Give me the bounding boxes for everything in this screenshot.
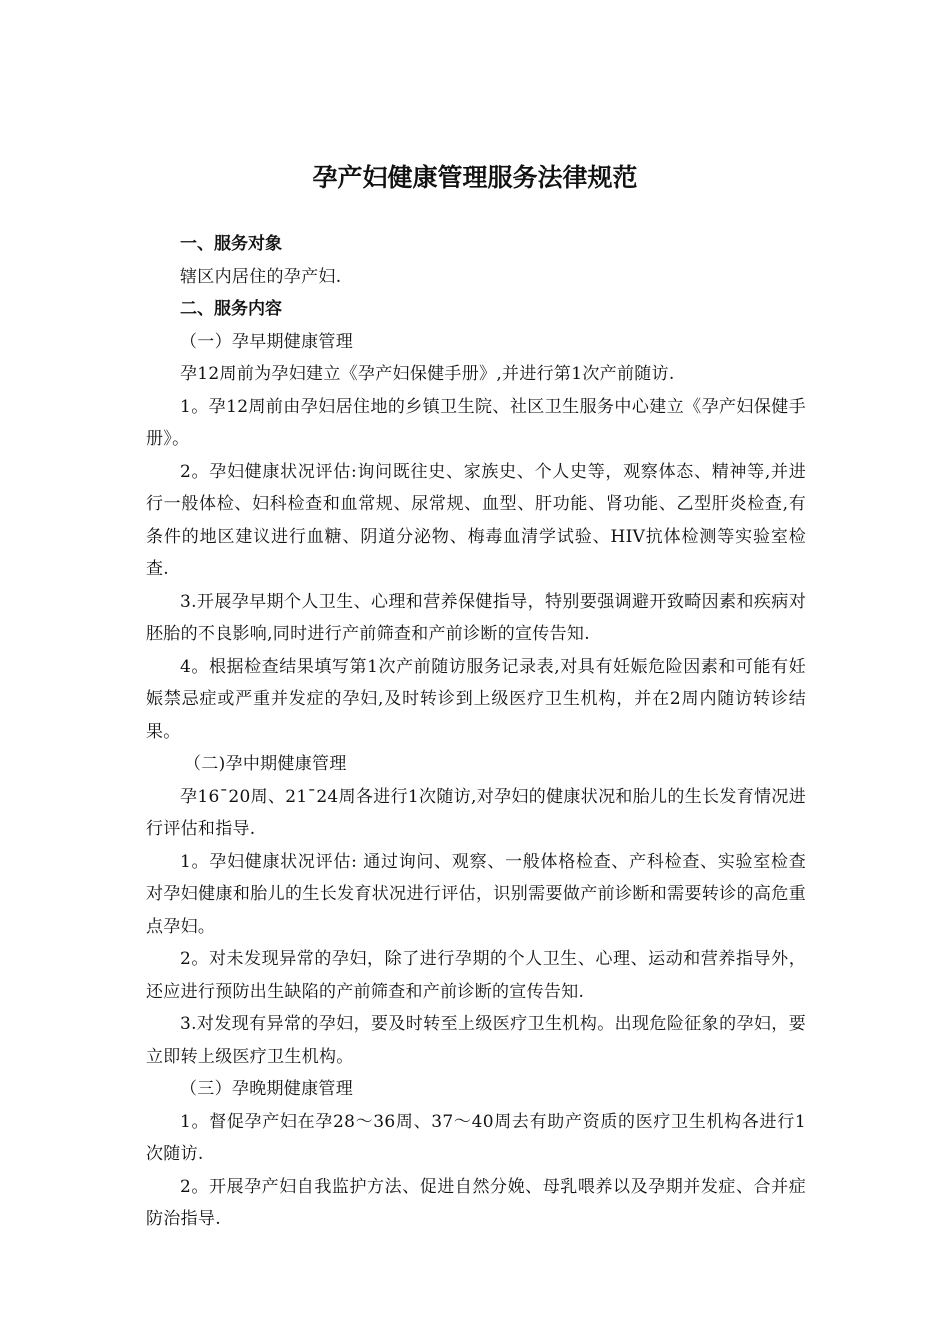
- paragraph: 2。孕妇健康状况评估:询问既往史、家族史、个人史等，观察体态、精神等,并进行一般体检、妇科检查和血常规、尿常规、血型、肝功能、肾功能、乙型肝炎检查,有条件的地区建议进行血糖、阴道分泌物、梅毒血清学试验、HIV抗体检测等实验室检查.: [146, 461, 806, 579]
- paragraph: 4。根据检查结果填写第1次产前随访服务记录表,对具有妊娠危险因素和可能有妊娠禁忌症或严重并发症的孕妇,及时转诊到上级医疗卫生机构，并在2周内随访转诊结果。: [146, 656, 806, 742]
- subsection-heading: （二)孕中期健康管理: [184, 754, 347, 774]
- paragraph: 3.开展孕早期个人卫生、心理和营养保健指导，特别要强调避开致畸因素和疾病对胚胎的不良影响,同时进行产前筛查和产前诊断的宣传告知.: [146, 591, 806, 644]
- document-title: 孕产妇健康管理服务法律规范: [312, 163, 638, 192]
- paragraph: 1。督促孕产妇在孕28～36周、37～40周去有助产资质的医疗卫生机构各进行1次随访.: [146, 1111, 806, 1164]
- subsection-heading: （三）孕晚期健康管理: [180, 1079, 353, 1099]
- paragraph: 孕12周前为孕妇建立《孕产妇保健手册》,并进行第1次产前随访.: [180, 364, 675, 384]
- section-heading: 一、服务对象: [180, 234, 282, 254]
- section-heading: 二、服务内容: [180, 299, 282, 319]
- paragraph: 3.对发现有异常的孕妇，要及时转至上级医疗卫生机构。出现危险征象的孕妇，要立即转上级医疗卫生机构。: [146, 1014, 806, 1067]
- paragraph: 1。孕12周前由孕妇居住地的乡镇卫生院、社区卫生服务中心建立《孕产妇保健手册》。: [146, 396, 806, 449]
- paragraph: 1。孕妇健康状况评估: 通过询问、观察、一般体格检查、产科检查、实验室检查对孕妇健康和胎儿的生长发育状况进行评估，识别需要做产前诊断和需要转诊的高危重点孕妇。: [146, 851, 806, 937]
- subsection-heading: （一）孕早期健康管理: [180, 331, 353, 352]
- paragraph: 2。对未发现异常的孕妇，除了进行孕期的个人卫生、心理、运动和营养指导外，还应进行预防出生缺陷的产前筛查和产前诊断的宣传告知.: [146, 949, 806, 1002]
- paragraph: 2。开展孕产妇自我监护方法、促进自然分娩、母乳喂养以及孕期并发症、合并症防治指导.: [146, 1176, 806, 1229]
- paragraph: 辖区内居住的孕产妇.: [180, 266, 342, 287]
- paragraph: 孕16¯20周、21¯24周各进行1次随访,对孕妇的健康状况和胎儿的生长发育情况进行评估和指导.: [146, 786, 806, 839]
- document-body: [146, 228, 806, 1236]
